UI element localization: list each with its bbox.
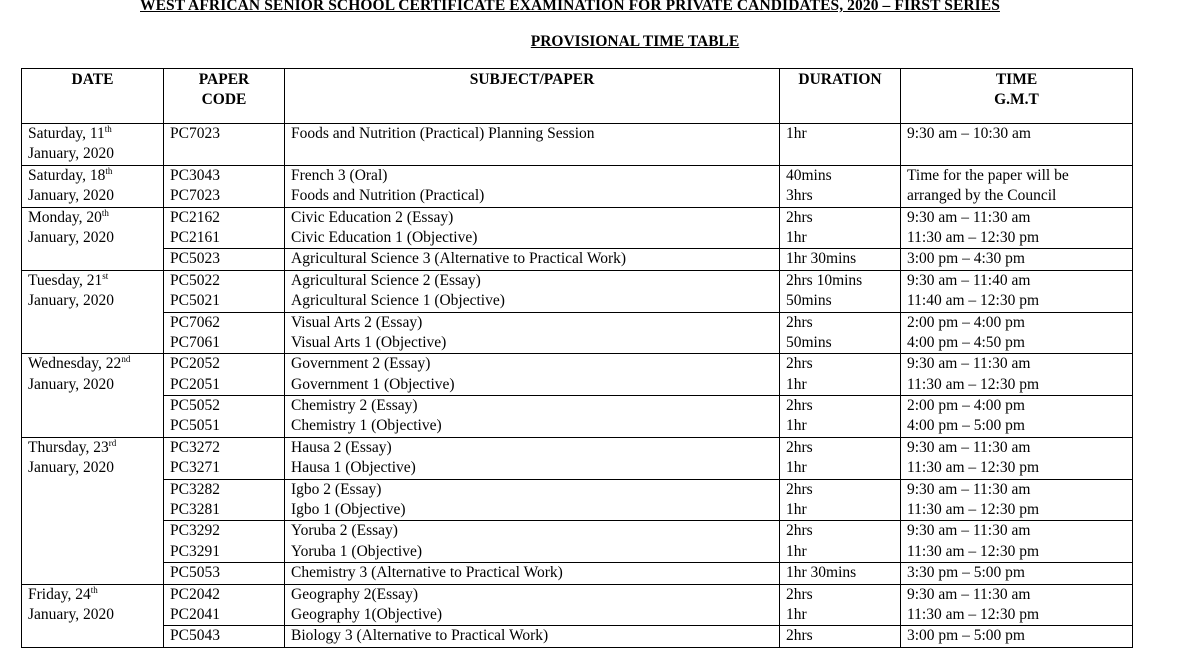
paper-code: PC3281 bbox=[170, 501, 220, 519]
subject: Visual Arts 2 (Essay) bbox=[291, 313, 423, 331]
duration: 2hrs bbox=[786, 522, 813, 540]
time: 11:30 am – 12:30 pm bbox=[907, 375, 1040, 393]
duration: 1hr bbox=[786, 417, 807, 435]
time-cell bbox=[901, 124, 1133, 166]
time-cell bbox=[901, 479, 1133, 521]
date-year: January, 2020 bbox=[28, 187, 114, 205]
duration: 1hr bbox=[786, 228, 807, 246]
date-suffix: rd bbox=[108, 437, 117, 448]
subject: Chemistry 1 (Objective) bbox=[291, 417, 442, 435]
table-row bbox=[22, 207, 1133, 249]
subject: Government 2 (Essay) bbox=[291, 355, 431, 373]
table-row bbox=[22, 270, 1133, 312]
date-suffix: th bbox=[104, 124, 112, 134]
duration-cell bbox=[780, 249, 901, 270]
time: 9:30 am – 11:30 am bbox=[907, 355, 1031, 373]
paper-code: PC2161 bbox=[170, 228, 220, 246]
table-row bbox=[22, 626, 1133, 647]
date-cell bbox=[22, 354, 164, 438]
date-year: January, 2020 bbox=[28, 228, 114, 246]
duration: 1hr bbox=[786, 375, 807, 393]
subject-cell bbox=[285, 165, 780, 207]
subject: Civic Education 2 (Essay) bbox=[291, 208, 454, 226]
paper-code-cell bbox=[164, 354, 285, 396]
time-cell bbox=[901, 521, 1133, 563]
time-cell bbox=[901, 626, 1133, 647]
subject: Chemistry 2 (Essay) bbox=[291, 397, 418, 415]
time: 11:30 am – 12:30 pm bbox=[907, 542, 1040, 560]
date-year: January, 2020 bbox=[28, 375, 114, 393]
subject: French 3 (Oral) bbox=[291, 166, 388, 184]
duration: 1hr bbox=[786, 605, 807, 623]
paper-code-cell bbox=[164, 270, 285, 312]
paper-code: PC3291 bbox=[170, 542, 220, 560]
date-year: January, 2020 bbox=[28, 145, 114, 163]
paper-code: PC3292 bbox=[170, 522, 220, 540]
date-cell bbox=[22, 124, 164, 166]
duration: 3hrs bbox=[786, 187, 813, 205]
paper-code: PC2041 bbox=[170, 605, 220, 623]
paper-code: PC7023 bbox=[170, 125, 220, 142]
duration: 1hr 30mins bbox=[786, 564, 857, 582]
time: 3:00 pm – 4:30 pm bbox=[907, 250, 1025, 268]
paper-code-cell bbox=[164, 563, 285, 584]
duration: 1hr bbox=[786, 542, 807, 560]
paper-code-cell bbox=[164, 626, 285, 647]
time: 4:00 pm – 4:50 pm bbox=[907, 333, 1025, 351]
time: 2:00 pm – 4:00 pm bbox=[907, 397, 1025, 415]
time: 11:40 am – 12:30 pm bbox=[907, 292, 1040, 310]
duration: 1hr bbox=[786, 459, 807, 477]
paper-code-cell bbox=[164, 584, 285, 626]
duration: 2hrs bbox=[786, 480, 813, 498]
table-row bbox=[22, 165, 1133, 207]
subject-header: SUBJECT/PAPER bbox=[285, 69, 780, 124]
paper-code: PC5051 bbox=[170, 417, 220, 435]
time: 9:30 am – 11:40 am bbox=[907, 271, 1031, 289]
subject: Igbo 1 (Objective) bbox=[291, 501, 406, 519]
duration-cell bbox=[780, 563, 901, 584]
subject-cell bbox=[285, 354, 780, 396]
paper-code-cell bbox=[164, 124, 285, 166]
paper-code-cell bbox=[164, 249, 285, 270]
time: 3:00 pm – 5:00 pm bbox=[907, 627, 1025, 645]
table-row bbox=[22, 521, 1133, 563]
duration: 2hrs bbox=[786, 627, 813, 645]
duration: 50mins bbox=[786, 333, 832, 351]
table-row bbox=[22, 563, 1133, 584]
paper-code: PC2051 bbox=[170, 375, 220, 393]
duration-cell bbox=[780, 312, 901, 354]
subject: Civic Education 1 (Objective) bbox=[291, 228, 478, 246]
time-cell bbox=[901, 270, 1133, 312]
time: 2:00 pm – 4:00 pm bbox=[907, 313, 1025, 331]
date-suffix: th bbox=[105, 165, 113, 176]
subject-cell bbox=[285, 563, 780, 584]
time: Time for the paper will be bbox=[907, 166, 1069, 184]
paper-code-header: PAPER CODE bbox=[164, 69, 285, 124]
date-suffix: nd bbox=[121, 354, 131, 365]
duration-cell bbox=[780, 626, 901, 647]
time: 9:30 am – 11:30 am bbox=[907, 438, 1031, 456]
duration-cell bbox=[780, 584, 901, 626]
duration: 1hr 30mins bbox=[786, 250, 857, 268]
time: 9:30 am – 10:30 am bbox=[907, 125, 1031, 142]
time: 3:30 pm – 5:00 pm bbox=[907, 564, 1025, 582]
duration: 2hrs bbox=[786, 208, 813, 226]
duration: 1hr bbox=[786, 125, 807, 142]
duration: 1hr bbox=[786, 501, 807, 519]
subject: Geography 1(Objective) bbox=[291, 605, 443, 623]
date-day: Saturday, 18 bbox=[28, 166, 106, 184]
time-cell bbox=[901, 165, 1133, 207]
timetable-body bbox=[22, 124, 1133, 648]
subject: Agricultural Science 3 (Alternative to Practical Work) bbox=[291, 250, 627, 268]
paper-code: PC7062 bbox=[170, 313, 220, 331]
subject: Chemistry 3 (Alternative to Practical Work) bbox=[291, 564, 563, 582]
date-suffix: st bbox=[102, 270, 109, 281]
subject-cell bbox=[285, 479, 780, 521]
time-cell bbox=[901, 584, 1133, 626]
paper-code: PC7023 bbox=[170, 187, 220, 205]
paper-code-cell bbox=[164, 165, 285, 207]
duration-cell bbox=[780, 396, 901, 438]
subject-cell bbox=[285, 312, 780, 354]
duration: 50mins bbox=[786, 292, 832, 310]
time-header: TIME G.M.T bbox=[901, 69, 1133, 124]
table-row bbox=[22, 354, 1133, 396]
subject-cell bbox=[285, 521, 780, 563]
subject: Geography 2(Essay) bbox=[291, 585, 418, 603]
table-row bbox=[22, 396, 1133, 438]
paper-code: PC3271 bbox=[170, 459, 220, 477]
time: 9:30 am – 11:30 am bbox=[907, 480, 1031, 498]
subject: Foods and Nutrition (Practical) bbox=[291, 187, 485, 205]
time: arranged by the Council bbox=[907, 187, 1057, 205]
date-day: Saturday, 11 bbox=[28, 125, 105, 142]
date-cell bbox=[22, 270, 164, 354]
date-day: Tuesday, 21 bbox=[28, 271, 103, 289]
time-cell bbox=[901, 396, 1133, 438]
time: 4:00 pm – 5:00 pm bbox=[907, 417, 1025, 435]
time: 11:30 am – 12:30 pm bbox=[907, 605, 1040, 623]
duration-cell bbox=[780, 124, 901, 166]
subject: Yoruba 2 (Essay) bbox=[291, 522, 398, 540]
time: 11:30 am – 12:30 pm bbox=[907, 501, 1040, 519]
time-cell bbox=[901, 437, 1133, 479]
duration: 2hrs bbox=[786, 438, 813, 456]
time: 11:30 am – 12:30 pm bbox=[907, 228, 1040, 246]
date-suffix: th bbox=[101, 207, 109, 218]
table-row bbox=[22, 249, 1133, 270]
time-cell bbox=[901, 207, 1133, 249]
time-cell bbox=[901, 563, 1133, 584]
subject-cell bbox=[285, 626, 780, 647]
subject-cell bbox=[285, 396, 780, 438]
date-day: Thursday, 23 bbox=[28, 438, 109, 456]
paper-code-cell bbox=[164, 437, 285, 479]
subject-cell bbox=[285, 249, 780, 270]
duration: 2hrs bbox=[786, 355, 813, 373]
duration-cell bbox=[780, 437, 901, 479]
date-cell bbox=[22, 165, 164, 207]
date-day: Wednesday, 22 bbox=[28, 355, 122, 373]
paper-code: PC3043 bbox=[170, 166, 220, 184]
paper-code: PC5043 bbox=[170, 627, 220, 645]
subject: Hausa 1 (Objective) bbox=[291, 459, 416, 477]
time-cell bbox=[901, 312, 1133, 354]
paper-code-cell bbox=[164, 521, 285, 563]
paper-code-cell bbox=[164, 312, 285, 354]
paper-code: PC5052 bbox=[170, 397, 220, 415]
duration: 40mins bbox=[786, 166, 832, 184]
date-year: January, 2020 bbox=[28, 292, 114, 310]
subject: Visual Arts 1 (Objective) bbox=[291, 333, 447, 351]
paper-code: PC5053 bbox=[170, 564, 220, 582]
date-year: January, 2020 bbox=[28, 605, 114, 623]
subject: Government 1 (Objective) bbox=[291, 375, 455, 393]
time: 9:30 am – 11:30 am bbox=[907, 585, 1031, 603]
table-row bbox=[22, 312, 1133, 354]
date-cell bbox=[22, 437, 164, 584]
duration: 2hrs 10mins bbox=[786, 271, 863, 289]
paper-code: PC3272 bbox=[170, 438, 220, 456]
paper-code: PC2052 bbox=[170, 355, 220, 373]
date-header: DATE bbox=[22, 69, 164, 124]
subject-cell bbox=[285, 270, 780, 312]
table-row bbox=[22, 124, 1133, 166]
paper-code: PC5022 bbox=[170, 271, 220, 289]
subject: Biology 3 (Alternative to Practical Work) bbox=[291, 627, 549, 645]
paper-code-cell bbox=[164, 396, 285, 438]
paper-code-cell bbox=[164, 479, 285, 521]
date-day: Monday, 20 bbox=[28, 208, 102, 226]
subject: Foods and Nutrition (Practical) Planning Session bbox=[291, 125, 595, 142]
paper-code-cell bbox=[164, 207, 285, 249]
subject: Hausa 2 (Essay) bbox=[291, 438, 392, 456]
subject: Igbo 2 (Essay) bbox=[291, 480, 382, 498]
date-suffix: th bbox=[90, 584, 98, 595]
document-title: WEST AFRICAN SENIOR SCHOOL CERTIFICATE EXAMINATION FOR PRIVATE CANDIDATES, 2020 – FIRST SERIES bbox=[140, 0, 1000, 14]
time-cell bbox=[901, 249, 1133, 270]
document-subtitle: PROVISIONAL TIME TABLE bbox=[530, 33, 740, 50]
duration-cell bbox=[780, 479, 901, 521]
table-row bbox=[22, 437, 1133, 479]
timetable bbox=[21, 68, 1133, 648]
paper-code: PC2042 bbox=[170, 585, 220, 603]
date-year: January, 2020 bbox=[28, 459, 114, 477]
subject: Agricultural Science 1 (Objective) bbox=[291, 292, 505, 310]
duration-cell bbox=[780, 270, 901, 312]
time: 9:30 am – 11:30 am bbox=[907, 522, 1031, 540]
date-cell bbox=[22, 207, 164, 270]
table-row bbox=[22, 584, 1133, 626]
duration-cell bbox=[780, 354, 901, 396]
duration: 2hrs bbox=[786, 397, 813, 415]
subject-cell bbox=[285, 207, 780, 249]
time: 9:30 am – 11:30 am bbox=[907, 208, 1031, 226]
duration-header: DURATION bbox=[780, 69, 901, 124]
subject: Yoruba 1 (Objective) bbox=[291, 542, 423, 560]
duration-cell bbox=[780, 207, 901, 249]
duration: 2hrs bbox=[786, 313, 813, 331]
paper-code: PC5021 bbox=[170, 292, 220, 310]
table-row bbox=[22, 479, 1133, 521]
paper-code: PC5023 bbox=[170, 250, 220, 268]
subject-cell bbox=[285, 124, 780, 166]
paper-code: PC3282 bbox=[170, 480, 220, 498]
duration-cell bbox=[780, 521, 901, 563]
paper-code: PC2162 bbox=[170, 208, 220, 226]
header-row bbox=[22, 69, 1133, 124]
paper-code: PC7061 bbox=[170, 333, 220, 351]
duration-cell bbox=[780, 165, 901, 207]
subject-cell bbox=[285, 584, 780, 626]
date-cell bbox=[22, 584, 164, 647]
subject-cell bbox=[285, 437, 780, 479]
date-day: Friday, 24 bbox=[28, 585, 91, 603]
duration: 2hrs bbox=[786, 585, 813, 603]
time: 11:30 am – 12:30 pm bbox=[907, 459, 1040, 477]
time-cell bbox=[901, 354, 1133, 396]
subject: Agricultural Science 2 (Essay) bbox=[291, 271, 481, 289]
